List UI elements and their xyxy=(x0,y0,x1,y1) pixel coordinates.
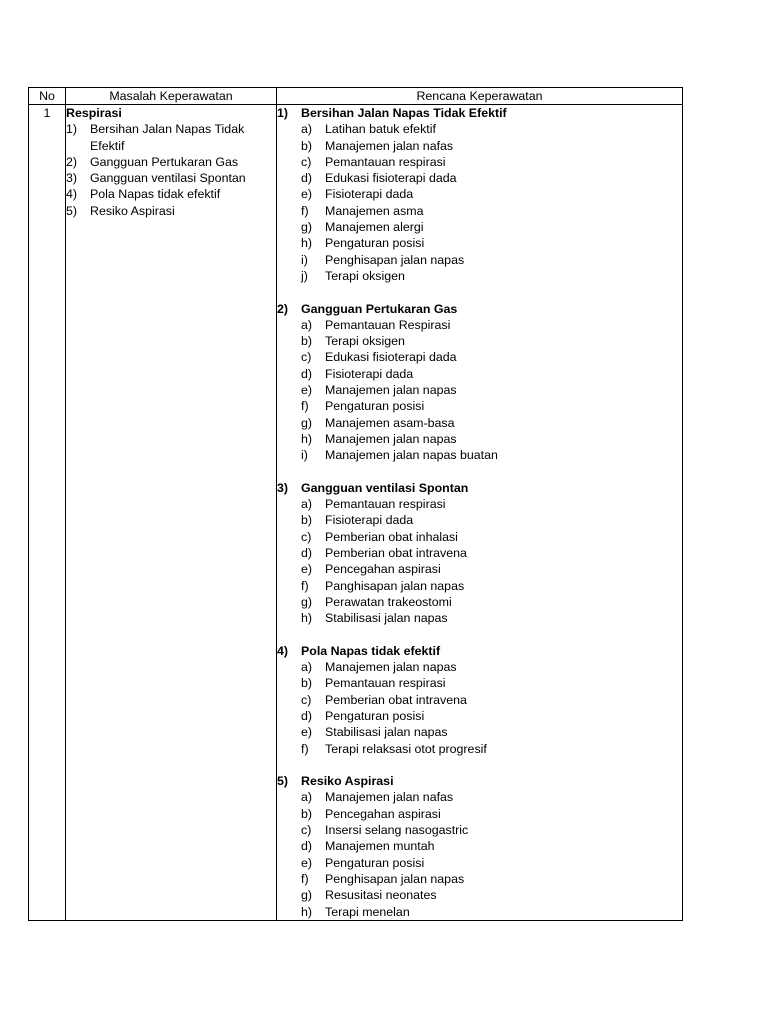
rencana-item-text: Insersi selang nasogastric xyxy=(325,823,469,838)
rencana-item xyxy=(277,545,682,561)
rencana-item-text: Terapi menelan xyxy=(325,904,410,919)
rencana-item xyxy=(277,838,682,854)
rencana-item-text: Pemantauan respirasi xyxy=(325,497,446,512)
rencana-item xyxy=(277,675,682,691)
rencana-item-text: Terapi relaksasi otot progresif xyxy=(325,741,487,756)
rencana-item xyxy=(277,659,682,675)
row-number: 1 xyxy=(29,105,66,921)
rencana-item-letter: b) xyxy=(301,806,313,821)
rencana-item-letter: e) xyxy=(301,725,313,740)
rencana-item-text: Stabilisasi jalan napas xyxy=(325,725,448,740)
rencana-group-heading xyxy=(277,105,682,121)
rencana-item-text: Fisioterapi dada xyxy=(325,513,414,528)
rencana-group xyxy=(277,773,682,920)
rencana-item-text: Manajemen jalan nafas xyxy=(325,138,454,153)
rencana-item xyxy=(277,904,682,920)
masalah-item-text: Gangguan Pertukaran Gas xyxy=(90,154,239,169)
table-header-row xyxy=(29,88,683,105)
rencana-group xyxy=(277,301,682,464)
rencana-item xyxy=(277,496,682,512)
rencana-item-text: Manajemen jalan napas xyxy=(325,660,457,675)
masalah-cell xyxy=(66,105,277,921)
rencana-item xyxy=(277,317,682,333)
rencana-item-text: Perawatan trakeostomi xyxy=(325,594,452,609)
rencana-group-number: 5) xyxy=(277,774,289,789)
rencana-item-letter: c) xyxy=(301,529,312,544)
rencana-cell xyxy=(277,105,683,921)
rencana-item-text: Pemberian obat inhalasi xyxy=(325,529,458,544)
rencana-item-text: Manajemen jalan napas xyxy=(325,383,457,398)
masalah-item-number: 1) xyxy=(66,122,78,137)
rencana-item-letter: g) xyxy=(301,415,313,430)
rencana-item-letter: f) xyxy=(301,399,309,414)
rencana-item-text: Terapi oksigen xyxy=(325,268,405,283)
rencana-item xyxy=(277,219,682,235)
rencana-group-heading xyxy=(277,643,682,659)
rencana-item xyxy=(277,871,682,887)
rencana-item-letter: b) xyxy=(301,334,313,349)
rencana-item xyxy=(277,741,682,757)
rencana-item-text: Manajemen asam-basa xyxy=(325,415,455,430)
nursing-plan-table xyxy=(28,87,683,921)
rencana-item-text: Pemantauan respirasi xyxy=(325,154,446,169)
rencana-item xyxy=(277,610,682,626)
rencana-item-letter: i) xyxy=(301,252,308,267)
rencana-item-letter: h) xyxy=(301,611,313,626)
rencana-item xyxy=(277,431,682,447)
rencana-item xyxy=(277,170,682,186)
masalah-list xyxy=(66,121,276,219)
rencana-item-letter: d) xyxy=(301,839,313,854)
rencana-item-letter: c) xyxy=(301,350,312,365)
masalah-item-number: 5) xyxy=(66,203,78,218)
rencana-item-text: Pengaturan posisi xyxy=(325,855,425,870)
rencana-item-text: Latihan batuk efektif xyxy=(325,122,436,137)
rencana-item xyxy=(277,578,682,594)
rencana-item-letter: d) xyxy=(301,171,313,186)
rencana-item xyxy=(277,186,682,202)
rencana-item-text: Edukasi fisioterapi dada xyxy=(325,171,457,186)
rencana-group-heading xyxy=(277,301,682,317)
rencana-item-text: Manajemen alergi xyxy=(325,220,424,235)
rencana-item xyxy=(277,235,682,251)
rencana-item xyxy=(277,561,682,577)
rencana-item-text: Pengaturan posisi xyxy=(325,399,425,414)
rencana-group-number: 2) xyxy=(277,301,289,316)
rencana-group-title: Gangguan ventilasi Spontan xyxy=(301,480,469,495)
rencana-item-text: Manajemen jalan napas xyxy=(325,431,457,446)
masalah-item-number: 2) xyxy=(66,154,78,169)
rencana-item-letter: f) xyxy=(301,203,309,218)
masalah-item-text: Pola Napas tidak efektif xyxy=(90,187,221,202)
rencana-item xyxy=(277,708,682,724)
rencana-item xyxy=(277,415,682,431)
rencana-item-letter: f) xyxy=(301,741,309,756)
rencana-item-letter: e) xyxy=(301,855,313,870)
masalah-item-text: Gangguan ventilasi Spontan xyxy=(90,171,246,186)
rencana-item-letter: h) xyxy=(301,904,313,919)
rencana-group-heading xyxy=(277,480,682,496)
rencana-item-text: Manajemen jalan napas buatan xyxy=(325,448,498,463)
masalah-item xyxy=(66,154,276,170)
rencana-item-letter: c) xyxy=(301,154,312,169)
masalah-item xyxy=(66,170,276,186)
rencana-item xyxy=(277,398,682,414)
rencana-item-letter: d) xyxy=(301,708,313,723)
rencana-item xyxy=(277,594,682,610)
rencana-item-letter: a) xyxy=(301,317,313,332)
masalah-item xyxy=(66,186,276,202)
rencana-item xyxy=(277,154,682,170)
rencana-item-letter: d) xyxy=(301,366,313,381)
rencana-item-text: Pengaturan posisi xyxy=(325,236,425,251)
rencana-item-letter: d) xyxy=(301,546,313,561)
rencana-item xyxy=(277,724,682,740)
rencana-item-letter: g) xyxy=(301,888,313,903)
rencana-item-text: Pencegahan aspirasi xyxy=(325,562,441,577)
header-masalah: Masalah Keperawatan xyxy=(66,88,277,105)
rencana-item-text: Manajemen jalan nafas xyxy=(325,790,454,805)
rencana-item-letter: g) xyxy=(301,594,313,609)
rencana-item-letter: h) xyxy=(301,431,313,446)
rencana-item-letter: a) xyxy=(301,122,313,137)
rencana-group xyxy=(277,480,682,627)
masalah-item-number: 4) xyxy=(66,187,78,202)
rencana-item xyxy=(277,822,682,838)
rencana-item xyxy=(277,789,682,805)
rencana-item-text: Fisioterapi dada xyxy=(325,187,414,202)
rencana-item-letter: c) xyxy=(301,692,312,707)
rencana-item xyxy=(277,806,682,822)
rencana-item xyxy=(277,512,682,528)
rencana-item xyxy=(277,529,682,545)
rencana-item xyxy=(277,268,682,284)
rencana-group-title: Pola Napas tidak efektif xyxy=(301,643,441,658)
rencana-item xyxy=(277,333,682,349)
rencana-item-letter: b) xyxy=(301,676,313,691)
rencana-group-heading xyxy=(277,773,682,789)
rencana-item-text: Fisioterapi dada xyxy=(325,366,414,381)
rencana-item-text: Edukasi fisioterapi dada xyxy=(325,350,457,365)
rencana-item-text: Pemberian obat intravena xyxy=(325,546,467,561)
table-row xyxy=(29,105,683,921)
rencana-group-number: 1) xyxy=(277,106,289,120)
rencana-item-text: Penghisapan jalan napas xyxy=(325,871,465,886)
rencana-item-text: Manajemen asma xyxy=(325,203,424,218)
masalah-item-number: 3) xyxy=(66,171,78,186)
rencana-item-letter: f) xyxy=(301,578,309,593)
rencana-item xyxy=(277,382,682,398)
rencana-item xyxy=(277,138,682,154)
masalah-item xyxy=(66,121,276,154)
rencana-group xyxy=(277,105,682,284)
rencana-item-letter: h) xyxy=(301,236,313,251)
rencana-item-letter: g) xyxy=(301,220,313,235)
rencana-item-text: Pemantauan Respirasi xyxy=(325,317,451,332)
header-no: No xyxy=(29,88,66,105)
rencana-group-number: 4) xyxy=(277,643,289,658)
rencana-item-text: Penghisapan jalan napas xyxy=(325,252,465,267)
rencana-item xyxy=(277,692,682,708)
rencana-item xyxy=(277,121,682,137)
rencana-group xyxy=(277,643,682,757)
header-rencana: Rencana Keperawatan xyxy=(277,88,683,105)
rencana-item-text: Pemantauan respirasi xyxy=(325,676,446,691)
rencana-item-text: Manajemen muntah xyxy=(325,839,435,854)
rencana-item-letter: e) xyxy=(301,187,313,202)
rencana-item-letter: b) xyxy=(301,513,313,528)
rencana-list xyxy=(277,105,682,920)
rencana-item-letter: a) xyxy=(301,790,313,805)
rencana-item-letter: e) xyxy=(301,562,313,577)
rencana-group-number: 3) xyxy=(277,480,289,495)
rencana-item-letter: b) xyxy=(301,138,313,153)
rencana-group-title: Resiko Aspirasi xyxy=(301,774,394,789)
rencana-item xyxy=(277,349,682,365)
rencana-item xyxy=(277,887,682,903)
rencana-item xyxy=(277,855,682,871)
rencana-item-text: Stabilisasi jalan napas xyxy=(325,611,448,626)
rencana-item-letter: a) xyxy=(301,497,313,512)
rencana-item-letter: e) xyxy=(301,383,313,398)
rencana-item-text: Resusitasi neonates xyxy=(325,888,437,903)
rencana-item-letter: f) xyxy=(301,871,309,886)
rencana-group-title: Gangguan Pertukaran Gas xyxy=(301,301,458,316)
rencana-item-letter: j) xyxy=(301,268,308,283)
rencana-item-text: Terapi oksigen xyxy=(325,334,405,349)
rencana-item-letter: a) xyxy=(301,660,313,675)
masalah-item-text: Bersihan Jalan Napas Tidak Efektif xyxy=(90,122,245,153)
masalah-item-text: Resiko Aspirasi xyxy=(90,203,175,218)
masalah-title: Respirasi xyxy=(66,106,122,120)
rencana-item-letter: c) xyxy=(301,823,312,838)
rencana-group-title: Bersihan Jalan Napas Tidak Efektif xyxy=(301,106,507,120)
rencana-item xyxy=(277,447,682,463)
rencana-item xyxy=(277,366,682,382)
rencana-item-text: Pengaturan posisi xyxy=(325,708,425,723)
rencana-item-text: Panghisapan jalan napas xyxy=(325,578,465,593)
rencana-item-text: Pemberian obat intravena xyxy=(325,692,467,707)
rencana-item-letter: i) xyxy=(301,448,308,463)
rencana-item-text: Pencegahan aspirasi xyxy=(325,806,441,821)
masalah-item xyxy=(66,203,276,219)
rencana-item xyxy=(277,252,682,268)
rencana-item xyxy=(277,203,682,219)
